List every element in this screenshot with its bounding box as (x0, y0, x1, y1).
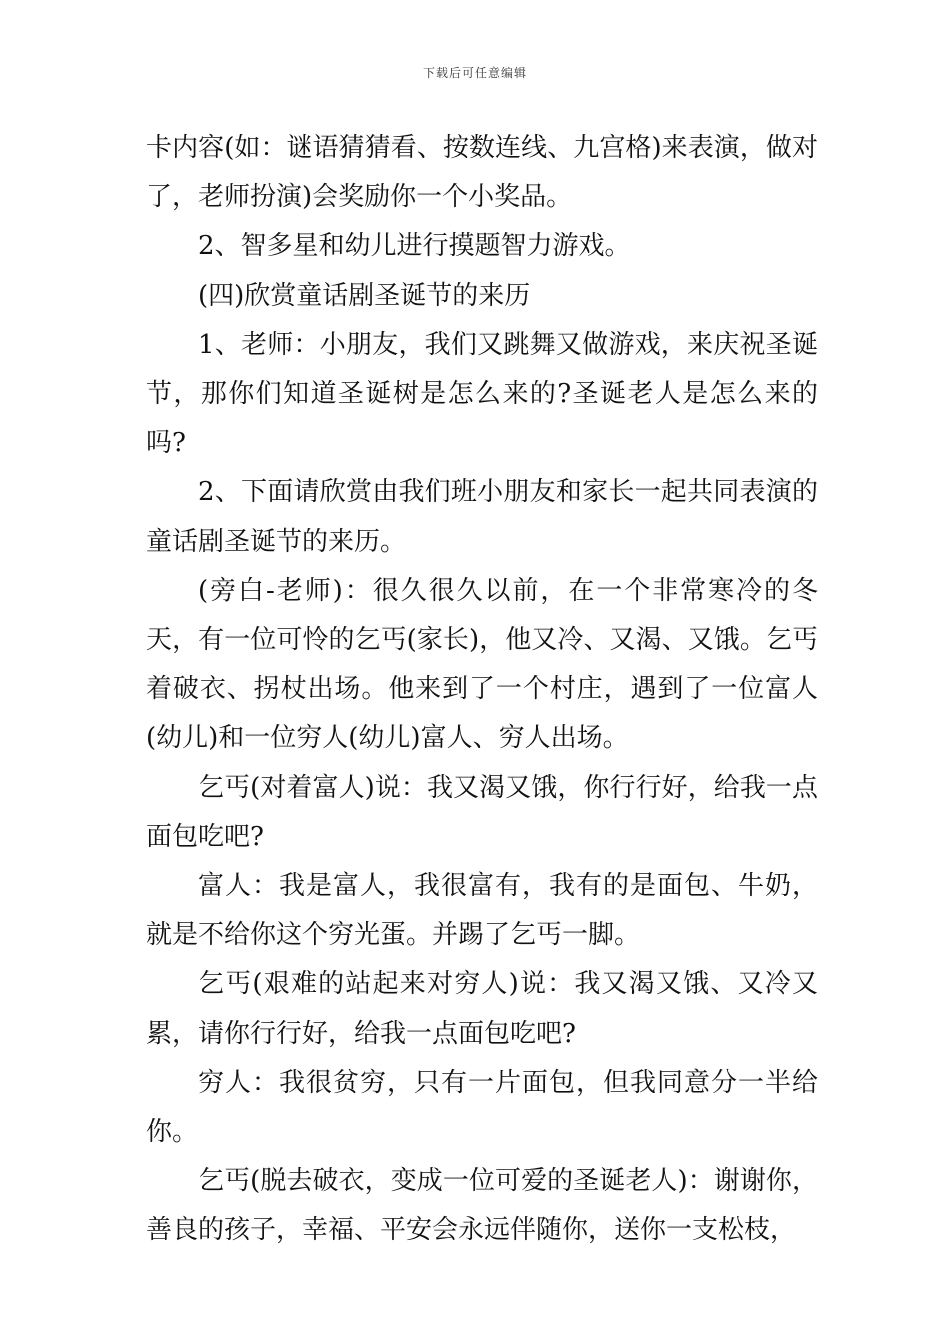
paragraph-6: (旁白-老师)：很久很久以前，在一个非常寒冷的冬天，有一位可怜的乞丐(家长)，他又冷、又渴、又饿。乞丐着破衣、拐杖出场。他来到了一个村庄，遇到了一位富人(幼儿)和一位穷人(幼儿)富人、穷人出场。 (146, 575, 818, 754)
paragraph-5: 2、下面请欣赏由我们班小朋友和家长一起共同表演的童话剧圣诞节的来历。 (146, 477, 818, 557)
paragraph-11: 乞丐(脱去破衣，变成一位可爱的圣诞老人)：谢谢你，善良的孩子，幸福、平安会永远伴随你，送你一支松枝， (146, 1166, 818, 1246)
paragraph-7: 乞丐(对着富人)说：我又渴又饿，你行行好，给我一点面包吃吧? (146, 772, 818, 852)
document-body (146, 124, 818, 1256)
section-heading: (四)欣赏童话剧圣诞节的来历 (198, 280, 531, 311)
paragraph-8: 富人：我是富人，我很富有，我有的是面包、牛奶，就是不给你这个穷光蛋。并踢了乞丐一脚。 (146, 871, 818, 951)
paragraph-10: 穷人：我很贫穷，只有一片面包，但我同意分一半给你。 (146, 1067, 818, 1148)
paragraph-9: 乞丐(艰难的站起来对穷人)说：我又渴又饿、又冷又累，请你行行好，给我一点面包吃吧? (146, 969, 818, 1049)
page-header: 下载后可任意编辑 (422, 66, 527, 80)
paragraph-2: 2、智多星和幼儿进行摸题智力游戏。 (198, 231, 631, 262)
paragraph-4: 1、老师：小朋友，我们又跳舞又做游戏，来庆祝圣诞节，那你们知道圣诞树是怎么来的?圣诞老人是怎么来的吗? (146, 329, 818, 459)
paragraph-1: 卡内容(如：谜语猜猜看、按数连线、九宫格)来表演，做对了，老师扮演)会奖励你一个小奖品。 (146, 133, 818, 213)
